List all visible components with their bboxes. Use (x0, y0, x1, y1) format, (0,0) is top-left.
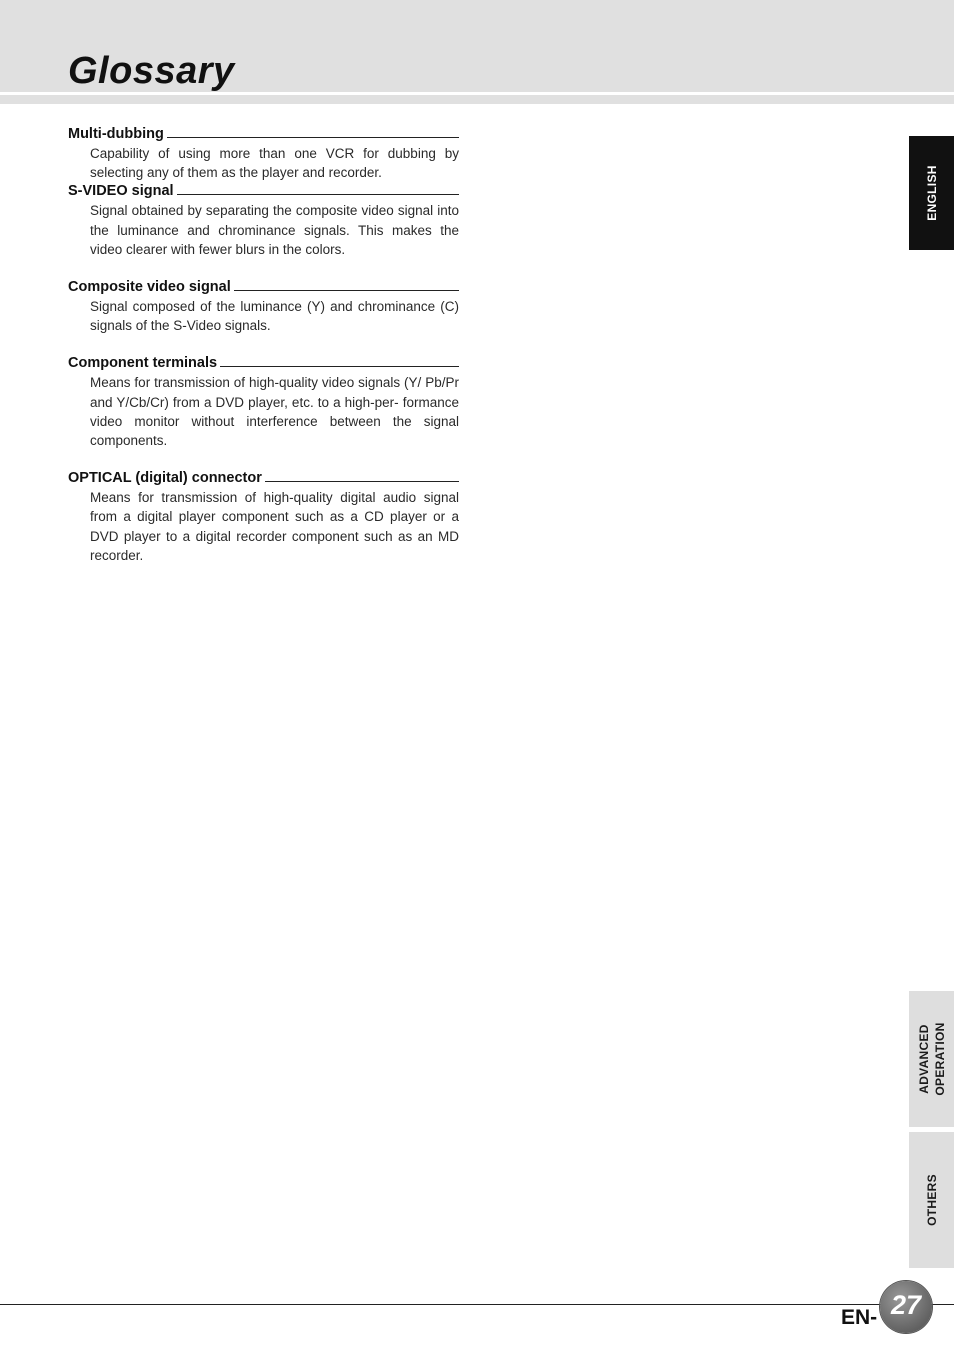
term-rule (265, 481, 459, 482)
glossary-entry-composite-video-signal (68, 278, 459, 335)
glossary-term: S-VIDEO signal (68, 183, 174, 200)
tab-advanced-line2: OPERATION (932, 1022, 947, 1096)
term-rule (220, 366, 459, 367)
page-prefix: EN- (841, 1306, 878, 1329)
glossary-definition: Means for transmission of high-quality digital audio signal from a digital player component such as a CD player or a DVD player to a digital recorder component such as an MD recorder. (90, 490, 459, 563)
page-number-badge (880, 1281, 932, 1333)
term-rule (167, 137, 459, 138)
tab-advanced-line1: ADVANCED (916, 1024, 931, 1094)
glossary-entry-multi-dubbing (68, 125, 459, 182)
tab-advanced-operation[interactable] (909, 991, 954, 1127)
glossary-term: Composite video signal (68, 279, 231, 296)
glossary-term: Multi-dubbing (68, 126, 164, 142)
page-number: 27 (890, 1290, 922, 1320)
term-rule (234, 290, 459, 291)
glossary-term: OPTICAL (digital) connector (68, 470, 262, 487)
glossary-entry-s-video-signal (68, 182, 459, 259)
page-title: Glossary (68, 50, 235, 92)
glossary-list (68, 125, 459, 565)
footer-rule (0, 1304, 954, 1305)
glossary-definition: Means for transmission of high-quality video signals (Y/ Pb/Pr and Y/Cb/Cr) from a DVD player, etc. to a high-per- formance video monitor without interference between the signal components. (90, 375, 459, 449)
tab-others-label: OTHERS (924, 1174, 939, 1226)
glossary-entry-optical-connector (68, 469, 459, 565)
tab-others[interactable] (909, 1132, 954, 1268)
glossary-entry-component-terminals (68, 354, 459, 450)
tab-english-label: ENGLISH (924, 165, 939, 221)
term-rule (177, 194, 459, 195)
glossary-definition: Capability of using more than one VCR for dubbing by selecting any of them as the player and recorder. (90, 146, 459, 181)
glossary-term: Component terminals (68, 355, 218, 372)
tab-english[interactable] (909, 136, 954, 250)
tab-advanced-operation-label (916, 1022, 948, 1095)
glossary-definition: Signal obtained by separating the composite video signal into the luminance and chrominance signals. This makes the video clearer with fewer blurs in the colors. (90, 203, 459, 257)
glossary-definition: Signal composed of the luminance (Y) and chrominance (C) signals of the S-Video signals. (90, 299, 459, 334)
header-stripe (0, 95, 954, 104)
